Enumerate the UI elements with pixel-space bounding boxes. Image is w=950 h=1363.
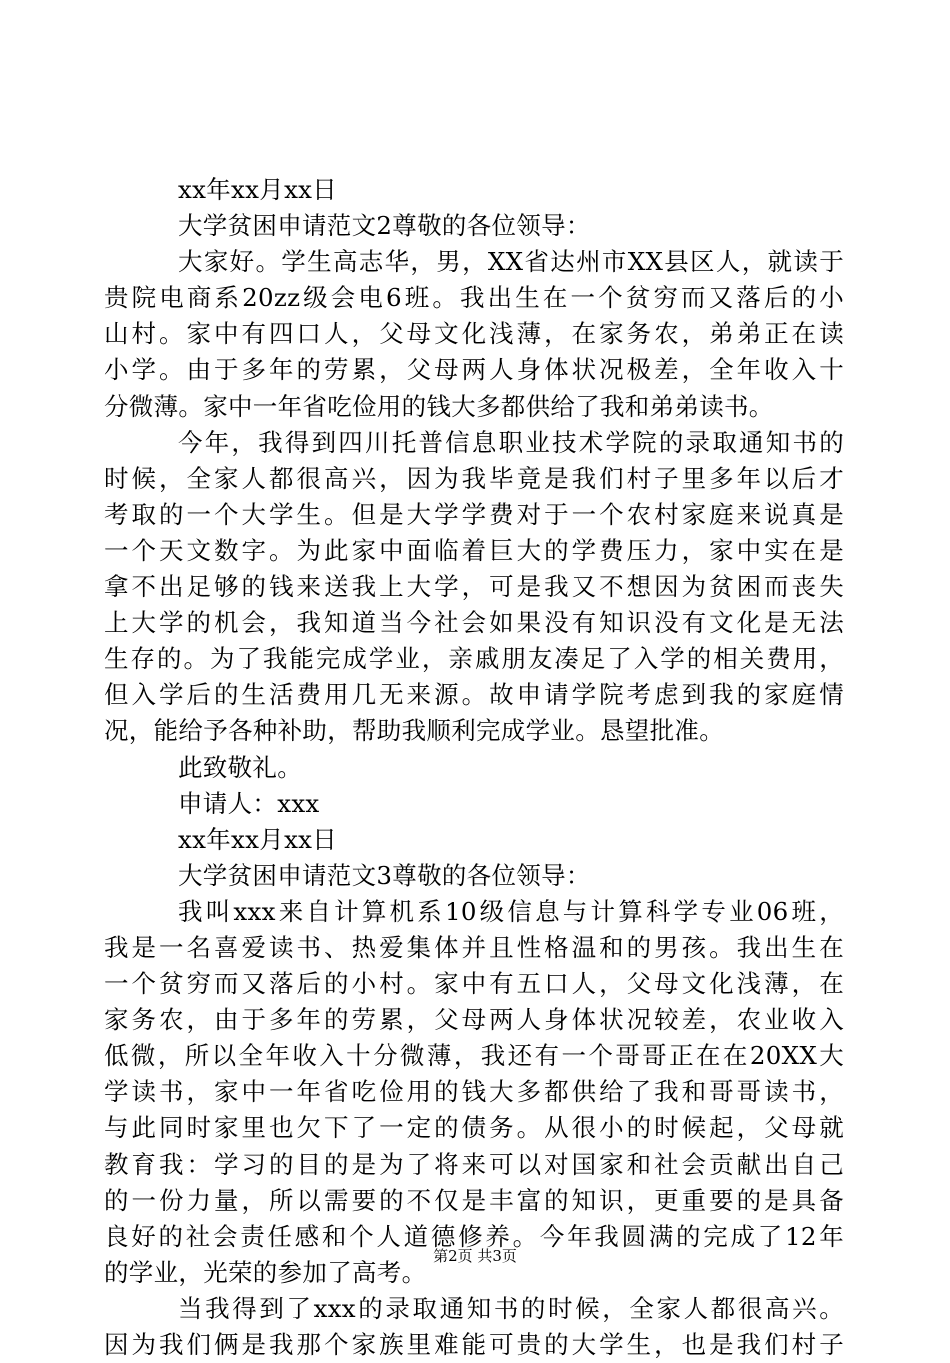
text-line: 大学贫困申请范文2尊敬的各位领导：: [178, 211, 591, 241]
text-line: xx年xx月xx日: [178, 175, 338, 204]
text-line: 与此同时家里也欠下了一定的债务。从很小的时候起，父母就: [104, 1113, 844, 1143]
text-line: 我是一名喜爱读书、热爱集体并且性格温和的男孩。我出生在: [104, 932, 844, 962]
text-line: 当我得到了xxx的录取通知书的时候，全家人都很高兴。: [178, 1293, 844, 1323]
text-line: 大家好。学生高志华，男，XX省达州市XX县区人，就读于: [178, 247, 844, 277]
text-line: 上大学的机会，我知道当今社会如果没有知识没有文化是无法: [104, 608, 844, 638]
text-line: xx年xx月xx日: [178, 824, 338, 854]
text-line: 但入学后的生活费用几无来源。故申请学院考虑到我的家庭情: [104, 680, 844, 710]
text-line: 考取的一个大学生。但是大学学费对于一个农村家庭来说真是: [104, 499, 844, 529]
text-line: 低微，所以全年收入十分微薄，我还有一个哥哥正在在20XX大: [104, 1041, 844, 1071]
text-line: 此致敬礼。: [178, 752, 302, 782]
text-line: 因为我们俩是我那个家族里难能可贵的大学生，也是我们村子: [104, 1330, 844, 1359]
page-footer: [0, 1246, 950, 1266]
text-line: 小学。由于多年的劳累，父母两人身体状况极差，全年收入十: [104, 355, 844, 385]
text-line: 一个天文数字。为此家中面临着巨大的学费压力，家中实在是: [104, 535, 844, 565]
document-body: [104, 172, 844, 1363]
text-line: 的一份力量，所以需要的不仅是丰富的知识，更重要的是具备: [104, 1185, 844, 1215]
text-line: 时候，全家人都很高兴，因为我毕竟是我们村子里多年以后才: [104, 463, 844, 493]
page-number-label: 第2页 共3页: [433, 1247, 517, 1265]
text-line: 一个贫穷而又落后的小村。家中有五口人，父母文化浅薄，在: [104, 969, 844, 999]
text-line: 分微薄。家中一年省吃俭用的钱大多都供给了我和弟弟读书。: [104, 391, 774, 421]
text-line: 山村。家中有四口人，父母文化浅薄，在家务农，弟弟正在读: [104, 319, 844, 349]
text-line: 家务农，由于多年的劳累，父母两人身体状况较差，农业收入: [104, 1005, 844, 1035]
text-line: 贵院电商系20zz级会电6班。我出生在一个贫穷而又落后的小: [104, 283, 844, 313]
text-line: 良好的社会责任感和个人道德修养。今年我圆满的完成了12年: [104, 1221, 844, 1251]
text-line: 学读书，家中一年省吃俭用的钱大多都供给了我和哥哥读书，: [104, 1077, 844, 1107]
text-line: 大学贫困申请范文3尊敬的各位领导：: [178, 860, 591, 890]
text-line: 生存的。为了我能完成学业，亲戚朋友凑足了入学的相关费用，: [104, 644, 844, 674]
text-line: 我叫xxx来自计算机系10级信息与计算科学专业06班，: [178, 896, 844, 926]
text-line: 申请人：xxx: [178, 788, 320, 818]
text-line: 今年，我得到四川托普信息职业技术学院的录取通知书的: [178, 427, 844, 457]
text-line: 拿不出足够的钱来送我上大学，可是我又不想因为贫困而丧失: [104, 572, 844, 602]
text-line: 的学业，光荣的参加了高考。: [104, 1257, 427, 1287]
text-line: 教育我：学习的目的是为了将来可以对国家和社会贡献出自己: [104, 1149, 844, 1179]
text-line: 况，能给予各种补助，帮助我顺利完成学业。恳望批准。: [104, 716, 724, 746]
